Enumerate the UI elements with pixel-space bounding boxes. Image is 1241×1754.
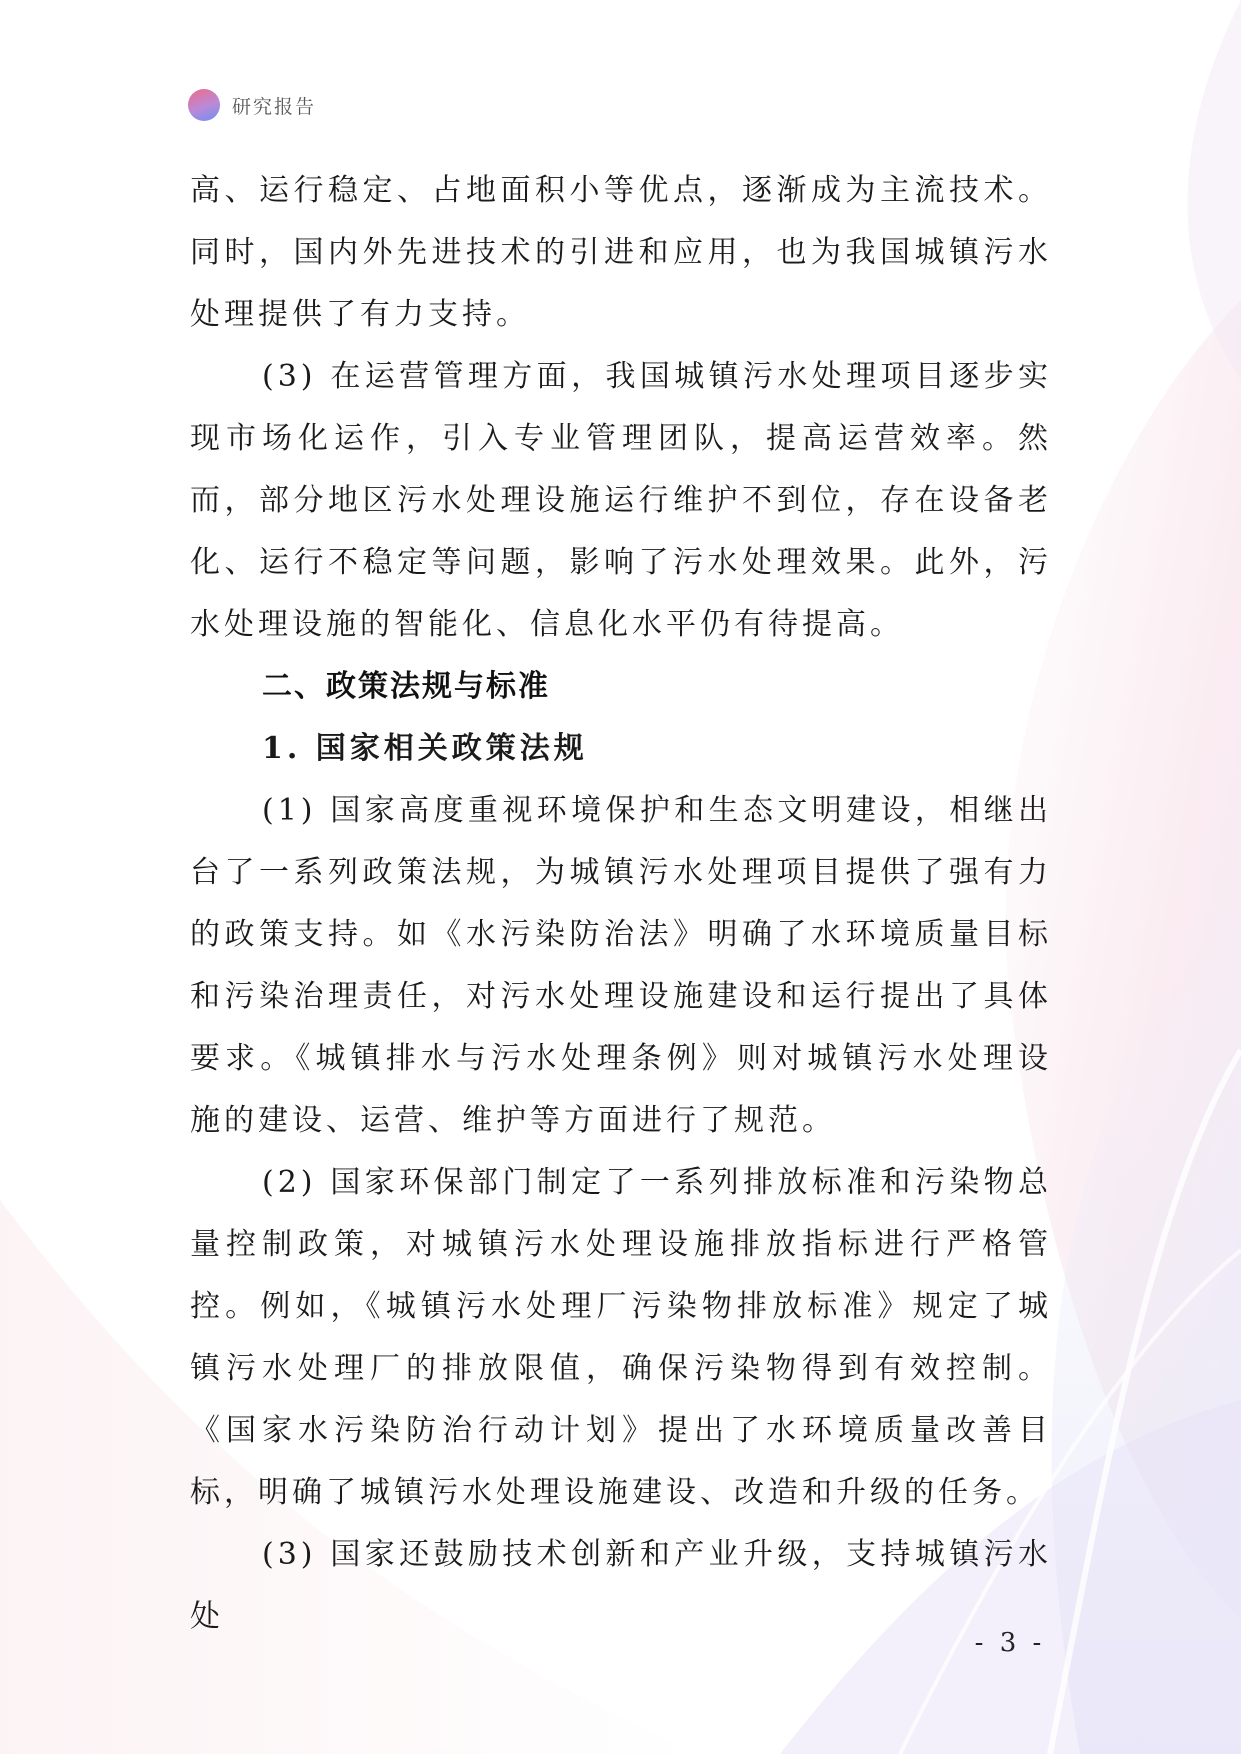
logo-icon [188,89,220,121]
document-body [190,160,1052,1648]
report-header [188,88,316,122]
paragraph-operations: (3) 在运营管理方面，我国城镇污水处理项目逐步实现市场化运作，引入专业管理团队，提高运营效率。然而，部分地区污水处理设施运行维护不到位，存在设备老化、运行不稳定等问题，影响了污水处理效果。此外，污水处理设施的智能化、信息化水平仍有待提高。 [190,359,1052,642]
page-number: - 3 - [974,1628,1046,1658]
paragraph-policy-1: (1) 国家高度重视环境保护和生态文明建设，相继出台了一系列政策法规，为城镇污水处理项目提供了强有力的政策支持。如《水污染防治法》明确了水环境质量目标和污染治理责任，对污水处理设施建设和运行提出了具体要求。《城镇排水与污水处理条例》则对城镇污水处理设施的建设、运营、维护等方面进行了规范。 [190,793,1052,1138]
paragraph-continuation: 高、运行稳定、占地面积小等优点，逐渐成为主流技术。同时，国内外先进技术的引进和应用，也为我国城镇污水处理提供了有力支持。 [190,173,1052,332]
paragraph-policy-2: (2) 国家环保部门制定了一系列排放标准和污染物总量控制政策，对城镇污水处理设施排放指标进行严格管控。例如，《城镇污水处理厂污染物排放标准》规定了城镇污水处理厂的排放限值，确保污染物得到有效控制。《国家水污染防治行动计划》提出了水环境质量改善目标，明确了城镇污水处理设施建设、改造和升级的任务。 [190,1165,1052,1510]
paragraph-policy-3: (3) 国家还鼓励技术创新和产业升级，支持城镇污水处 [190,1537,1052,1634]
subsection-heading: 1. 国家相关政策法规 [262,731,588,766]
header-title: 研究报告 [232,95,317,118]
section-heading: 二、政策法规与标准 [262,669,550,704]
